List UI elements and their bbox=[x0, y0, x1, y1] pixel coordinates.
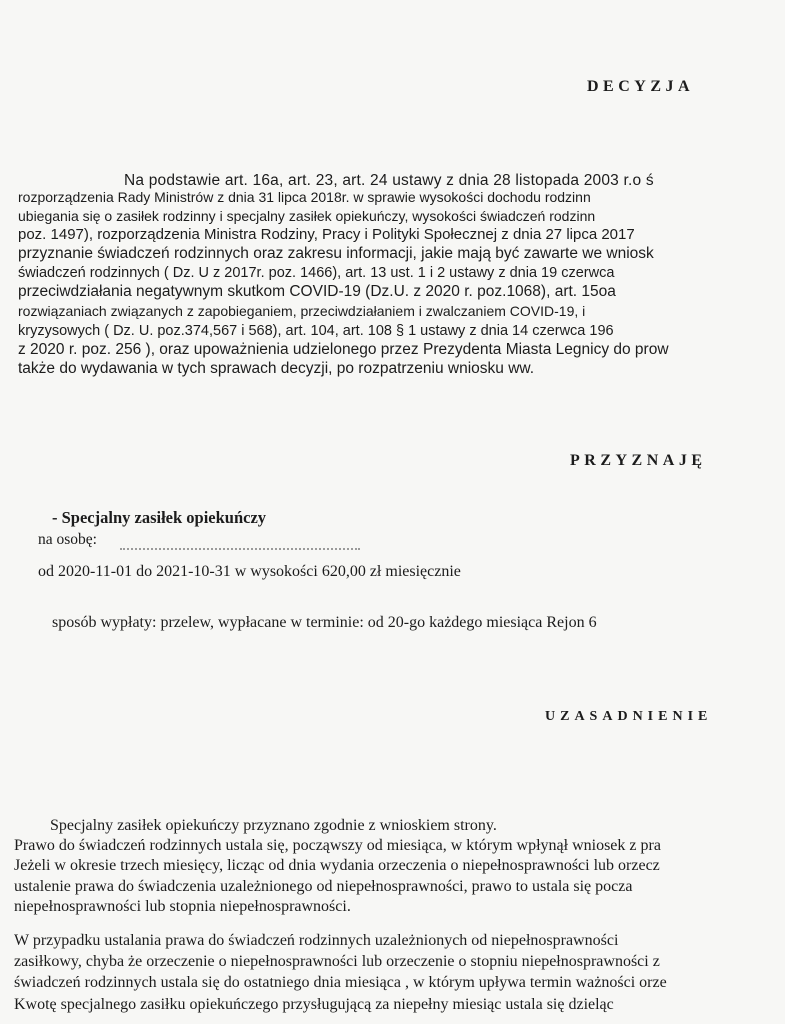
intro-line: kryzysowych ( Dz. U. poz.374,567 i 568), art. 104, art. 108 § 1 ustawy z dnia 14 czerwca 196 bbox=[18, 323, 614, 339]
justification-line: Kwotę specjalnego zasiłku opiekuńczego przysługującą za niepełny miesiąc ustala się dzieląc bbox=[14, 996, 614, 1013]
person-label: na osobę: bbox=[38, 531, 97, 548]
justification-line: zasiłkowy, chyba że orzeczenie o niepełnosprawności lub orzeczenie o stopniu niepełnosprawności z bbox=[14, 953, 660, 970]
justification-line: niepełnosprawności lub stopnia niepełnosprawności. bbox=[14, 898, 351, 915]
payment-method: sposób wypłaty: przelew, wypłacane w terminie: od 20-go każdego miesiąca Rejon 6 bbox=[52, 614, 597, 631]
intro-line: świadczeń rodzinnych ( Dz. U z 2017r. poz. 1466), art. 13 ust. 1 i 2 ustawy z dnia 19 czerwca bbox=[18, 265, 615, 281]
justification-line: Jeżeli w okresie trzech miesięcy, licząc od dnia wydania orzeczenia o niepełnosprawności lub orzecz bbox=[14, 857, 660, 874]
intro-line: rozwiązaniach związanych z zapobieganiem, przeciwdziałaniem i zwalczaniem COVID-19, i bbox=[18, 303, 586, 319]
intro-line: poz. 1497), rozporządzenia Ministra Rodziny, Pracy i Polityki Społecznej z dnia 27 lipca 2017 bbox=[18, 226, 635, 243]
intro-line: Na podstawie art. 16a, art. 23, art. 24 ustawy z dnia 28 listopada 2003 r.o ś bbox=[124, 172, 654, 189]
intro-line: przeciwdziałania negatywnym skutkom COVID-19 (Dz.U. z 2020 r. poz.1068), art. 15oa bbox=[18, 283, 616, 300]
justification-heading: UZASADNIENIE bbox=[545, 709, 713, 724]
intro-line: z 2020 r. poz. 256 ), oraz upoważnienia udzielonego przez Prezydenta Miasta Legnicy do prow bbox=[18, 341, 669, 358]
justification-line: Specjalny zasiłek opiekuńczy przyznano zgodnie z wnioskiem strony. bbox=[50, 817, 497, 834]
intro-line: przyznanie świadczeń rodzinnych oraz zakresu informacji, jakie mają być zawarte we wniosk bbox=[18, 245, 654, 262]
justification-line: W przypadku ustalania prawa do świadczeń rodzinnych uzależnionych od niepełnosprawności bbox=[14, 932, 619, 949]
intro-line: rozporządzenia Rady Ministrów z dnia 31 lipca 2018r. w sprawie wysokości dochodu rodzinn bbox=[18, 189, 591, 205]
justification-line: ustalenie prawa do świadczenia uzależnionego od niepełnosprawności, prawo to ustala się pocza bbox=[14, 878, 633, 895]
intro-line: także do wydawania w tych sprawach decyzji, po rozpatrzeniu wniosku ww. bbox=[18, 360, 535, 377]
justification-line: Prawo do świadczeń rodzinnych ustala się, począwszy od miesiąca, w którym wpłynął wniosek z pra bbox=[14, 837, 661, 854]
intro-line: ubiegania się o zasiłek rodzinny i specjalny zasiłek opiekuńczy, wysokości świadczeń rodzinn bbox=[18, 208, 596, 224]
redacted-name bbox=[120, 548, 360, 554]
justification-line: świadczeń rodzinnych ustala się do ostatniego dnia miesiąca , w którym upływa termin ważności orze bbox=[14, 974, 667, 991]
benefit-name: - Specjalny zasiłek opiekuńczy bbox=[52, 508, 267, 527]
grant-heading: PRZYZNAJĘ bbox=[570, 452, 707, 469]
document-title: DECYZJA bbox=[587, 78, 695, 95]
benefit-period: od 2020-11-01 do 2021-10-31 w wysokości 620,00 zł miesięcznie bbox=[38, 563, 461, 580]
